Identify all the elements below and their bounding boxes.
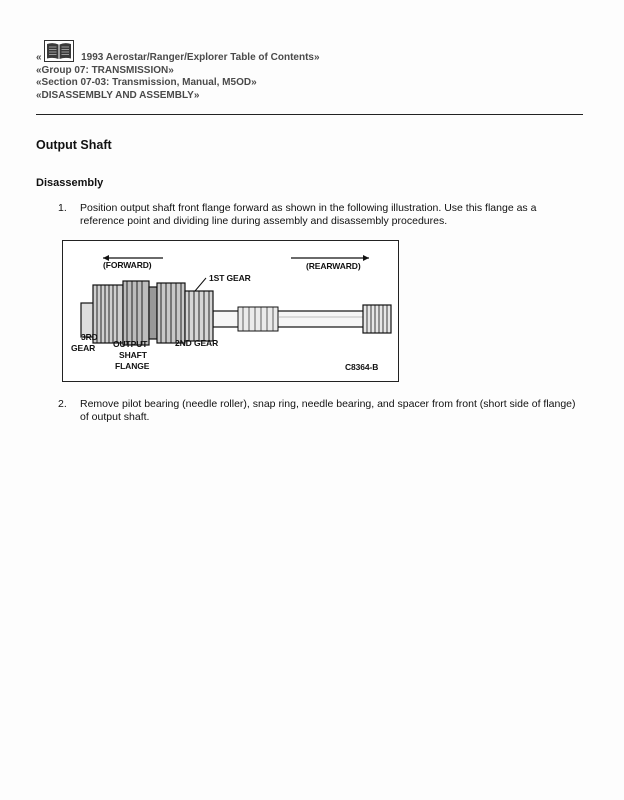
breadcrumb-toc-label: 1993 Aerostar/Ranger/Explorer Table of Contents» — [81, 52, 320, 63]
third-gear-label-line2: GEAR — [71, 343, 96, 353]
step-text: Position output shaft front flange forward as shown in the following illustration. Use this flange as a reference point and dividing line during assembly and disassembly procedures. — [80, 202, 537, 227]
breadcrumb-section-link[interactable]: «Section 07-03: Transmission, Manual, M5OD» — [36, 77, 257, 88]
output-shaft-illustration — [62, 240, 399, 382]
output-flange-label-line1: OUTPUT — [113, 339, 148, 349]
rearward-label: (REARWARD) — [306, 261, 361, 271]
step-item — [58, 202, 583, 228]
third-gear-label-line1: 3RD — [81, 332, 98, 342]
step-text: Remove pilot bearing (needle roller), snap ring, needle bearing, and spacer from front (short side of flange) of output shaft. — [80, 398, 576, 423]
breadcrumb-prefix: « — [36, 52, 42, 63]
section-subtitle: Disassembly — [36, 177, 104, 189]
book-icon — [44, 40, 74, 62]
step-number: 1. — [58, 202, 67, 214]
breadcrumb-toc-link[interactable] — [36, 40, 320, 65]
breadcrumb-group-link[interactable]: «Group 07: TRANSMISSION» — [36, 64, 174, 76]
figure-code: C8364-B — [345, 362, 379, 372]
step-item — [58, 398, 583, 424]
first-gear-label: 1ST GEAR — [209, 273, 251, 283]
step-number: 2. — [58, 398, 67, 410]
output-flange-label-line2: SHAFT — [119, 350, 147, 360]
breadcrumb-procedure-link[interactable]: «DISASSEMBLY AND ASSEMBLY» — [36, 89, 200, 101]
page-title: Output Shaft — [36, 138, 112, 152]
second-gear-label: 2ND GEAR — [175, 338, 219, 348]
forward-label: (FORWARD) — [103, 260, 152, 270]
header-divider — [36, 114, 583, 115]
output-flange-label-line3: FLANGE — [115, 361, 150, 371]
breadcrumb — [36, 40, 320, 102]
